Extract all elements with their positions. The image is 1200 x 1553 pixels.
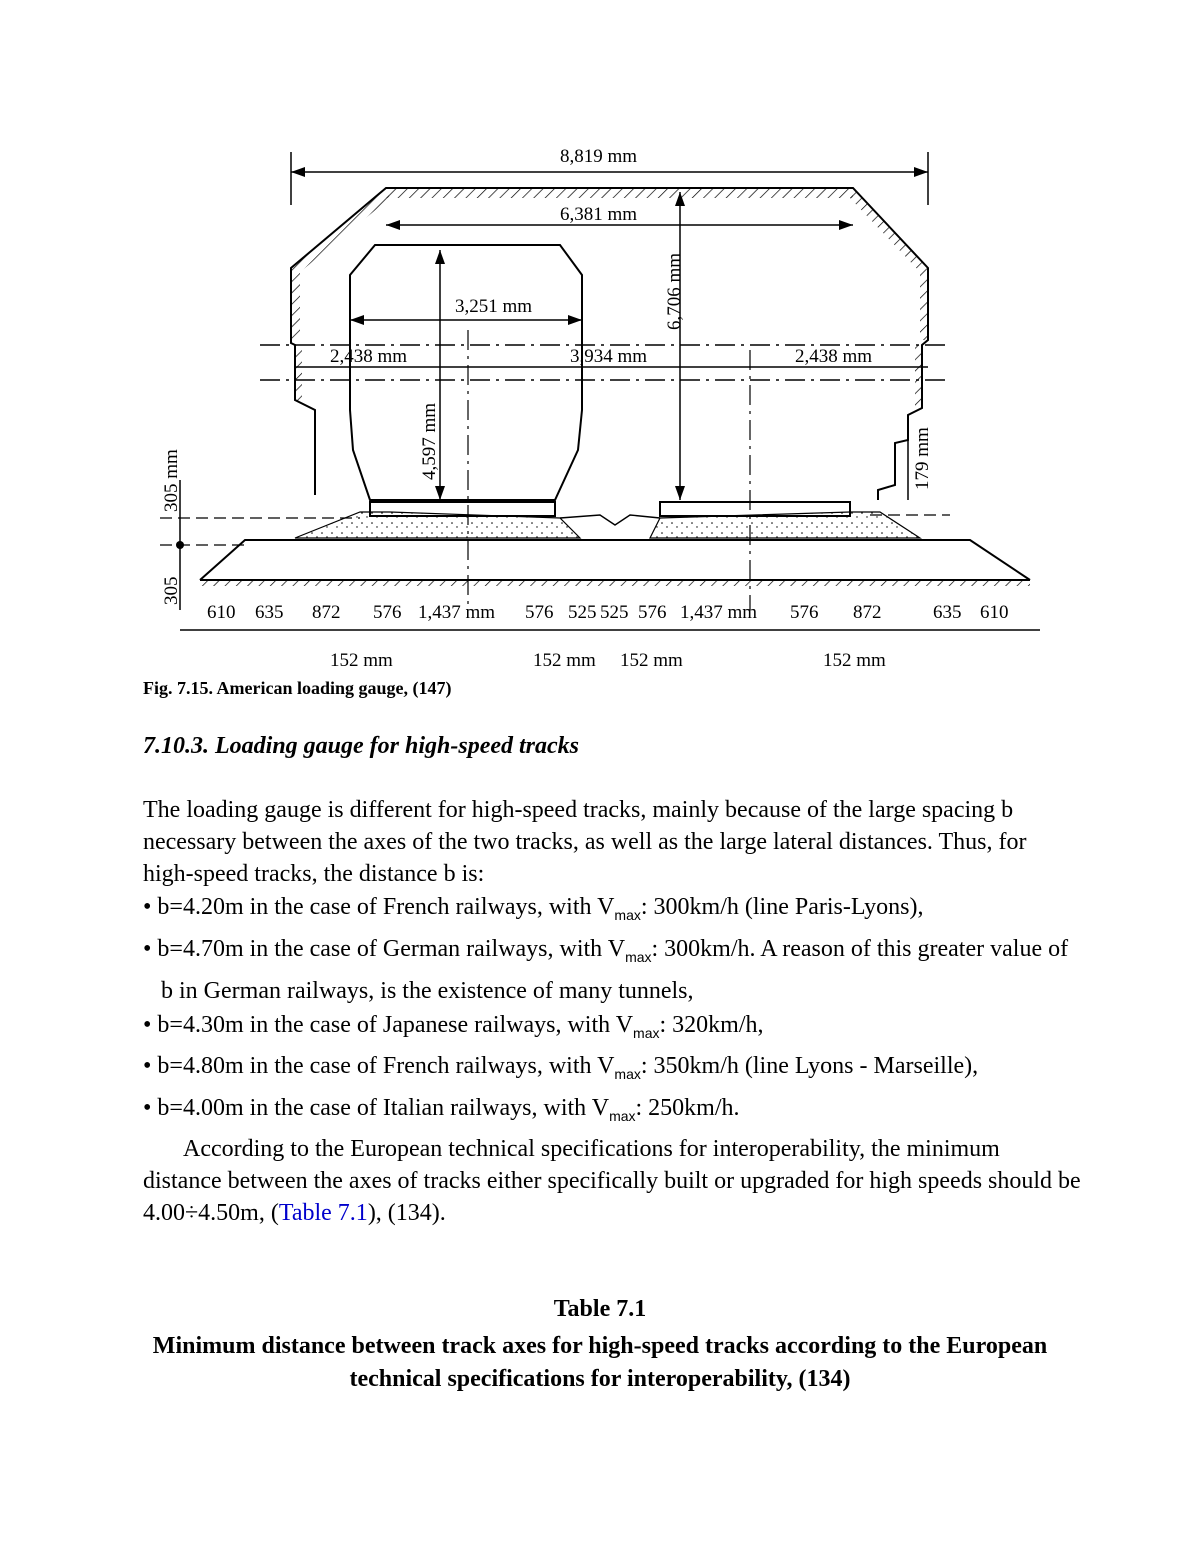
bottom-dim: 610	[207, 602, 236, 623]
bottom-dim: 872	[853, 602, 882, 623]
bottom-dim: 872	[312, 602, 341, 623]
bottom-dim: 576	[373, 602, 402, 623]
bottom-dim: 1,437 mm	[418, 602, 496, 623]
dim-left-upper: 305 mm	[161, 449, 182, 512]
interoperability-paragraph: According to the European technical specifications for interoperability, the minimum distance between the axes of tracks either specifically built or upgraded for high speeds should be 4.00÷4.50m, (Table 7.1), (134).	[143, 1135, 1081, 1226]
figure-caption: Fig. 7.15. American loading gauge, (147)	[143, 678, 452, 698]
outer-gauge-outline	[291, 188, 928, 500]
bullet-item: • b=4.00m in the case of Italian railways, with $V_{max}$: 250km/h.	[143, 1095, 740, 1124]
bullet-item: • b=4.80m in the case of French railways, with $V_{max}$: 350km/h (line Lyons - Marseille),	[143, 1053, 979, 1083]
dim-center: 3,934 mm	[570, 346, 648, 367]
bottom-dim: 525	[568, 602, 597, 623]
bottom-dim: 635	[933, 602, 962, 623]
bullet-item: • b=4.30m in the case of Japanese railways, with $V_{max}$: 320km/h,	[143, 1011, 764, 1041]
bottom-dim: 576	[638, 602, 667, 623]
bullet-item: • b=4.70m in the case of German railways, with $V_{max}$: 300km/h. A reason of this greater value of b in German railways, is the existence of many tunnels,	[143, 935, 1069, 1004]
dim-upper: 6,381 mm	[560, 204, 638, 225]
dim-overall: 8,819 mm	[560, 146, 638, 167]
dim-right-step: 179 mm	[912, 427, 933, 490]
section-heading: 7.10.3. Loading gauge for high-speed tracks	[143, 733, 580, 759]
bottom-dims	[207, 602, 1009, 623]
bullet-item: • b=4.20m in the case of French railways, with $V_{max}$: 300km/h (line Paris-Lyons),	[143, 894, 924, 923]
bottom2-dim: 152 mm	[533, 650, 596, 671]
loading-gauge-figure	[150, 140, 1055, 680]
bottom2-dim: 152 mm	[330, 650, 393, 671]
dim-car-width: 3,251 mm	[455, 296, 533, 317]
dim-left-side: 2,438 mm	[330, 346, 408, 367]
dim-left-lower: 305	[161, 576, 182, 605]
bottom-dim: 576	[525, 602, 554, 623]
table-number: Table 7.1	[553, 1296, 647, 1322]
bottom-dim: 1,437 mm	[680, 602, 758, 623]
bottom-dim: 610	[980, 602, 1009, 623]
table-title: Minimum distance between track axes for high-speed tracks according to the European technical specifications for interoperability, (134)	[152, 1333, 1048, 1392]
bottom2-dim: 152 mm	[823, 650, 886, 671]
intro-paragraph: The loading gauge is different for high-speed tracks, mainly because of the large spacing b necessary between the axes of the two tracks, as well as the large lateral distances. Thus, for high-speed tracks, the distance b is:	[143, 797, 1027, 887]
dim-car-height: 4,597 mm	[419, 402, 440, 480]
dim-height-total: 6,706 mm	[664, 252, 685, 330]
bottom-dim: 635	[255, 602, 284, 623]
dim-right-side: 2,438 mm	[795, 346, 873, 367]
car-outline	[350, 245, 582, 500]
bottom-dim: 576	[790, 602, 819, 623]
bottom-dim: 525	[600, 602, 629, 623]
bottom2-dim: 152 mm	[620, 650, 683, 671]
table-link[interactable]: Table 7.1	[278, 1199, 368, 1226]
body-text	[143, 794, 1083, 1229]
